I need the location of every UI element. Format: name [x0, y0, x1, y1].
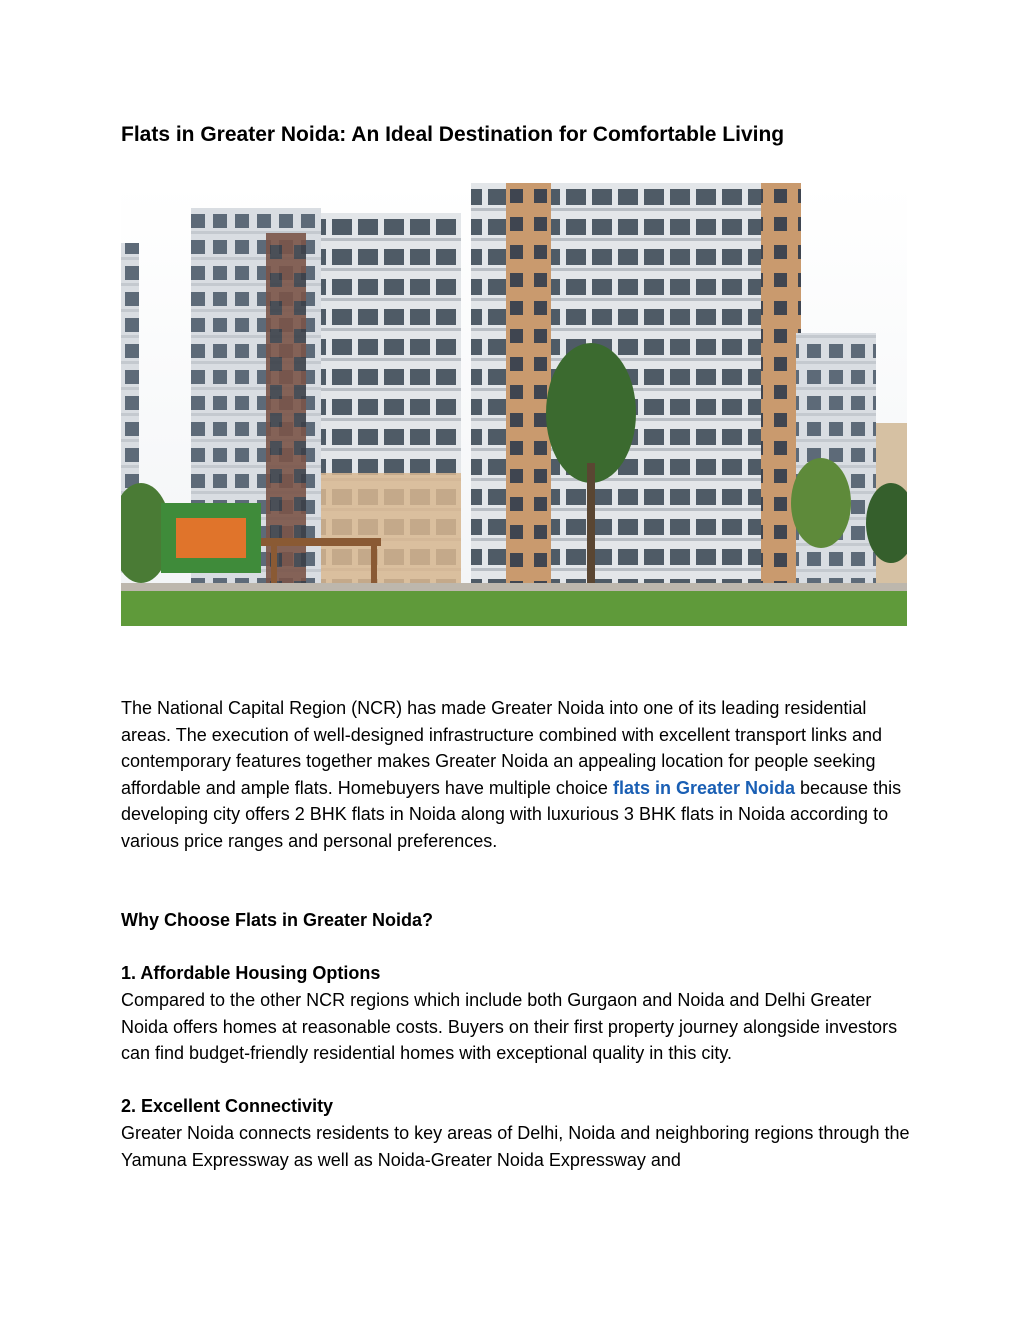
- apartment-illustration: [121, 183, 907, 626]
- section-heading-affordable: 1. Affordable Housing Options: [121, 963, 381, 983]
- apartment-buildings-photo: [121, 183, 907, 626]
- intro-text-part2: because this developing city offers 2 BHK flats in Noida along with luxurious 3 BHK flats in Noida according to various price ranges and personal preferences.: [121, 777, 902, 851]
- why-choose-heading: Why Choose Flats in Greater Noida?: [121, 910, 434, 930]
- section-text-affordable: Compared to the other NCR regions which include both Gurgaon and Noida and Delhi Greater Noida offers homes at reasonable costs. Buyers on their first property journey alongside investors can find budget-friendly residential homes with exceptional quality in this city.: [121, 990, 898, 1064]
- section-heading-connectivity: 2. Excellent Connectivity: [121, 1096, 334, 1116]
- flats-in-greater-noida-link[interactable]: flats in Greater Noida: [612, 777, 796, 798]
- page-title: Flats in Greater Noida: An Ideal Destination for Comfortable Living: [121, 123, 785, 146]
- intro-text-part1: The National Capital Region (NCR) has made Greater Noida into one of its leading residential areas. The execution of well-designed infrastructure combined with excellent transport links and contemporary features together makes Greater Noida an appealing location for people seeking affordable and ample flats. Homebuyers have multiple choice: [121, 698, 883, 798]
- section-text-connectivity: Greater Noida connects residents to key areas of Delhi, Noida and neighboring regions through the Yamuna Expressway as well as Noida-Greater Noida Expressway and: [121, 1123, 910, 1170]
- intro-paragraph: [121, 695, 911, 855]
